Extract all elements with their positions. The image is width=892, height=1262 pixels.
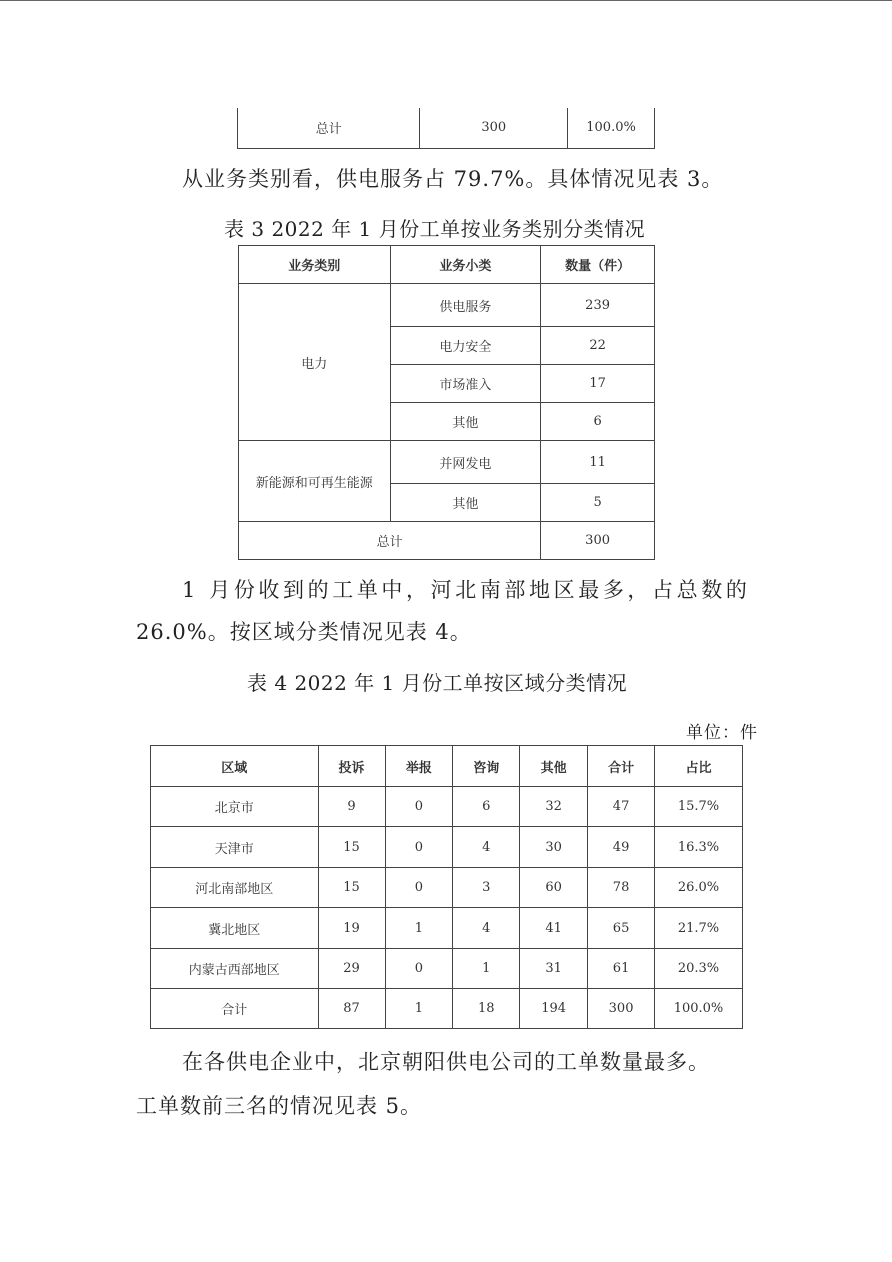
table4-cell-report: 0 xyxy=(385,827,453,868)
table4-cell-other: 41 xyxy=(520,908,588,949)
table4-cell-share: 16.3% xyxy=(655,827,743,868)
table3-subcategory: 供电服务 xyxy=(390,284,541,327)
table4-cell-region: 天津市 xyxy=(151,827,319,868)
paragraph-supplier-line1: 在各供电企业中，北京朝阳供电公司的工单数量最多。 xyxy=(182,1050,710,1074)
table4-cell-complaint: 9 xyxy=(318,787,385,827)
table4-cell-region: 内蒙古西部地区 xyxy=(151,949,319,989)
table4-cell-consult: 4 xyxy=(453,827,520,868)
table4-header-complaint: 投诉 xyxy=(318,746,385,787)
table4-region xyxy=(150,745,743,1029)
table4-cell-share: 26.0% xyxy=(655,868,743,908)
table3-header-count: 数量（件） xyxy=(541,246,655,284)
page-top-border xyxy=(0,0,892,1)
table4-cell-report: 1 xyxy=(385,908,453,949)
table2-total-percent: 100.0% xyxy=(568,108,655,148)
table-row xyxy=(151,827,743,868)
table3-subcategory: 其他 xyxy=(390,403,541,441)
table3-subcategory: 其他 xyxy=(390,484,541,522)
table4-cell-other: 32 xyxy=(520,787,588,827)
table4-cell-consult: 4 xyxy=(453,908,520,949)
table4-cell-other: 194 xyxy=(520,989,588,1029)
table4-cell-total: 61 xyxy=(588,949,655,989)
table4-header-consult: 咨询 xyxy=(453,746,520,787)
table3-header-subcategory: 业务小类 xyxy=(390,246,541,284)
table4-cell-consult: 3 xyxy=(453,868,520,908)
table4-cell-complaint: 15 xyxy=(318,827,385,868)
table2-tail xyxy=(237,108,655,149)
table4-cell-other: 60 xyxy=(520,868,588,908)
table4-caption: 表 4 2022 年 1 月份工单按区域分类情况 xyxy=(247,671,628,695)
table3-header-category: 业务类别 xyxy=(239,246,391,284)
paragraph-region-line1: 1 月份收到的工单中，河北南部地区最多，占总数的 xyxy=(182,578,751,602)
table-row xyxy=(151,868,743,908)
table4-header-region: 区域 xyxy=(151,746,319,787)
table-header-row xyxy=(151,746,743,787)
table-row xyxy=(151,949,743,989)
table2-total-label: 总计 xyxy=(238,108,420,148)
table4-header-total: 合计 xyxy=(588,746,655,787)
table-row xyxy=(239,522,655,560)
table4-cell-share: 20.3% xyxy=(655,949,743,989)
table4-cell-report: 1 xyxy=(385,989,453,1029)
table3-business-category xyxy=(238,245,655,560)
table4-cell-other: 30 xyxy=(520,827,588,868)
table4-cell-report: 0 xyxy=(385,787,453,827)
table3-count: 11 xyxy=(541,441,655,484)
table3-total-label: 总计 xyxy=(239,522,541,560)
table4-cell-total: 65 xyxy=(588,908,655,949)
table3-caption: 表 3 2022 年 1 月份工单按业务类别分类情况 xyxy=(224,217,646,241)
table4-cell-other: 31 xyxy=(520,949,588,989)
table3-count: 5 xyxy=(541,484,655,522)
table4-header-report: 举报 xyxy=(385,746,453,787)
paragraph-business-category: 从业务类别看，供电服务占 79.7%。具体情况见表 3。 xyxy=(182,167,724,191)
table-row xyxy=(239,441,655,484)
table-row xyxy=(151,989,743,1029)
table-row xyxy=(239,284,655,327)
table-header-row xyxy=(239,246,655,284)
table4-cell-region: 北京市 xyxy=(151,787,319,827)
table4-cell-share: 100.0% xyxy=(655,989,743,1029)
table3-count: 22 xyxy=(541,327,655,365)
table4-cell-complaint: 19 xyxy=(318,908,385,949)
table3-count: 17 xyxy=(541,365,655,403)
table4-cell-consult: 6 xyxy=(453,787,520,827)
table4-cell-total: 300 xyxy=(588,989,655,1029)
table4-cell-complaint: 15 xyxy=(318,868,385,908)
paragraph-supplier-line2: 工单数前三名的情况见表 5。 xyxy=(136,1094,423,1118)
table4-cell-report: 0 xyxy=(385,868,453,908)
table4-cell-region: 河北南部地区 xyxy=(151,868,319,908)
table4-header-other: 其他 xyxy=(520,746,588,787)
table4-cell-report: 0 xyxy=(385,949,453,989)
table4-cell-complaint: 29 xyxy=(318,949,385,989)
table-row xyxy=(151,908,743,949)
table4-cell-total: 49 xyxy=(588,827,655,868)
table4-cell-region: 冀北地区 xyxy=(151,908,319,949)
table4-cell-region: 合计 xyxy=(151,989,319,1029)
table4-cell-consult: 1 xyxy=(453,949,520,989)
paragraph-region-line2: 26.0%。按区域分类情况见表 4。 xyxy=(136,620,472,644)
table4-cell-share: 15.7% xyxy=(655,787,743,827)
table4-cell-share: 21.7% xyxy=(655,908,743,949)
table3-group-renewable: 新能源和可再生能源 xyxy=(239,441,391,522)
table4-unit: 单位：件 xyxy=(686,723,758,743)
table3-subcategory: 电力安全 xyxy=(390,327,541,365)
table4-header-share: 占比 xyxy=(655,746,743,787)
table3-count: 6 xyxy=(541,403,655,441)
table-row xyxy=(151,787,743,827)
table4-cell-consult: 18 xyxy=(453,989,520,1029)
table3-subcategory: 并网发电 xyxy=(390,441,541,484)
table3-total-count: 300 xyxy=(541,522,655,560)
table4-cell-complaint: 87 xyxy=(318,989,385,1029)
table4-cell-total: 47 xyxy=(588,787,655,827)
table2-total-count: 300 xyxy=(420,108,568,148)
table-row xyxy=(238,108,655,148)
table3-subcategory: 市场准入 xyxy=(390,365,541,403)
table3-group-electricity: 电力 xyxy=(239,284,391,441)
table4-cell-total: 78 xyxy=(588,868,655,908)
table3-count: 239 xyxy=(541,284,655,327)
